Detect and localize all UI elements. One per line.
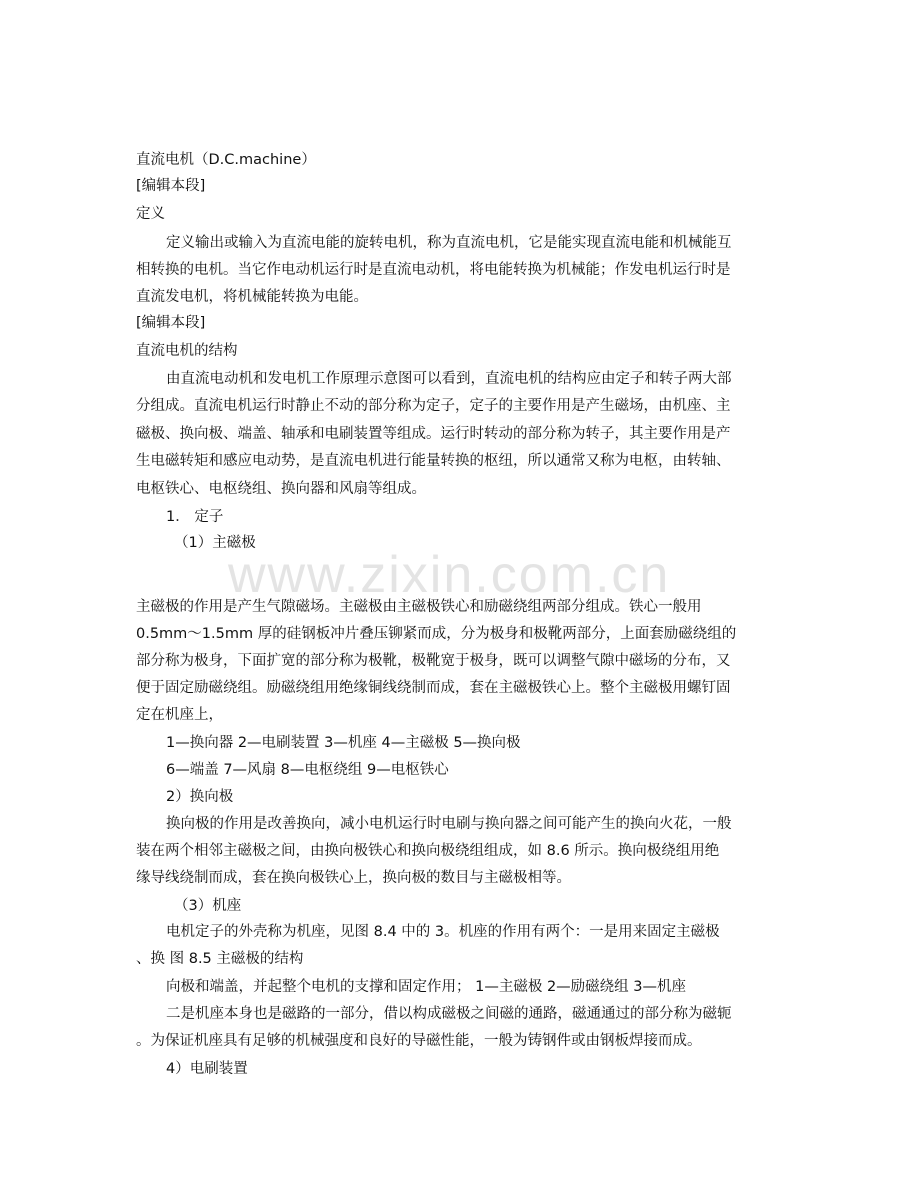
edit-section-link[interactable]: [编辑本段] (136, 178, 206, 194)
paragraph-line: 生电磁转矩和感应电动势，是直流电机进行能量转换的枢纽，所以通常又称为电枢，由转轴、 (136, 453, 731, 469)
paragraph-line: 换向极的作用是改善换向，减小电机运行时电刷与换向器之间可能产生的换向火花，一般 (166, 816, 732, 832)
section-heading-structure: 直流电机的结构 (136, 343, 238, 359)
paragraph-line: 缘导线绕制而成，套在换向极铁心上，换向极的数目与主磁极相等。 (136, 870, 571, 886)
paragraph-line: 分组成。直流电机运行时静止不动的部分称为定子，定子的主要作用是产生磁场，由机座、主 (136, 398, 731, 414)
paragraph-line: 、换 图 8.5 主磁极的结构 (136, 951, 304, 967)
paragraph-line: 磁极、换向极、端盖、轴承和电刷装置等组成。运行时转动的部分称为转子，其主要作用是产 (136, 426, 731, 442)
edit-section-link[interactable]: [编辑本段] (136, 315, 206, 331)
subheading-commutating-pole: 2）换向极 (166, 789, 234, 805)
paragraph-line: 主磁极的作用是产生气隙磁场。主磁极由主磁极铁心和励磁绕组两部分组成。铁心一般用 (136, 599, 702, 615)
paragraph-line: 部分称为极身，下面扩宽的部分称为极靴，极靴宽于极身，既可以调整气隙中磁场的分布，又 (136, 653, 731, 669)
subheading-frame: （3）机座 (174, 898, 242, 914)
paragraph-line: 电机定子的外壳称为机座，见图 8.4 中的 3。机座的作用有两个：一是用来固定主磁极 (166, 924, 720, 940)
figure-legend-line: 1—换向器 2—电刷装置 3—机座 4—主磁极 5—换向极 (166, 735, 521, 751)
figure-legend-line: 6—端盖 7—风扇 8—电枢绕组 9—电枢铁心 (166, 762, 449, 778)
paragraph-line: 电枢铁心、电枢绕组、换向器和风扇等组成。 (136, 481, 426, 497)
section-heading-definition: 定义 (136, 206, 165, 222)
subheading-stator: 1． 定子 (166, 509, 224, 525)
subheading-brush-gear: 4）电刷装置 (166, 1061, 248, 1077)
subheading-main-pole: （1）主磁极 (174, 535, 256, 551)
paragraph-line: 定义输出或输入为直流电能的旋转电机，称为直流电机，它是能实现直流电能和机械能互 (166, 235, 732, 251)
paragraph-line: 二是机座本身也是磁路的一部分，借以构成磁极之间磁的通路，磁通通过的部分称为磁轭 (166, 1006, 732, 1022)
paragraph-line: 装在两个相邻主磁极之间，由换向极铁心和换向极绕组组成，如 8.6 所示。换向极绕组用绝 (136, 843, 720, 859)
paragraph-line: 向极和端盖，并起整个电机的支撑和固定作用； 1—主磁极 2—励磁绕组 3—机座 (166, 979, 687, 995)
paragraph-line: 相转换的电机。当它作电动机运行时是直流电动机，将电能转换为机械能；作发电机运行时是 (136, 262, 731, 278)
paragraph-line: 0.5mm～1.5mm 厚的硅钢板冲片叠压铆紧而成，分为极身和极靴两部分，上面套励磁绕组的 (136, 626, 737, 642)
paragraph-line: 便于固定励磁绕组。励磁绕组用绝缘铜线绕制而成，套在主磁极铁心上。整个主磁极用螺钉固 (136, 680, 731, 696)
document-title: 直流电机（D.C.machine） (136, 152, 316, 168)
paragraph-line: 由直流电动机和发电机工作原理示意图可以看到，直流电机的结构应由定子和转子两大部 (166, 371, 732, 387)
paragraph-line: 。为保证机座具有足够的机械强度和良好的导磁性能，一般为铸钢件或由钢板焊接而成。 (136, 1033, 702, 1049)
paragraph-line: 直流发电机，将机械能转换为电能。 (136, 289, 368, 305)
paragraph-line: 定在机座上， (136, 707, 223, 723)
watermark: www.zixin.com.cn (228, 546, 671, 604)
